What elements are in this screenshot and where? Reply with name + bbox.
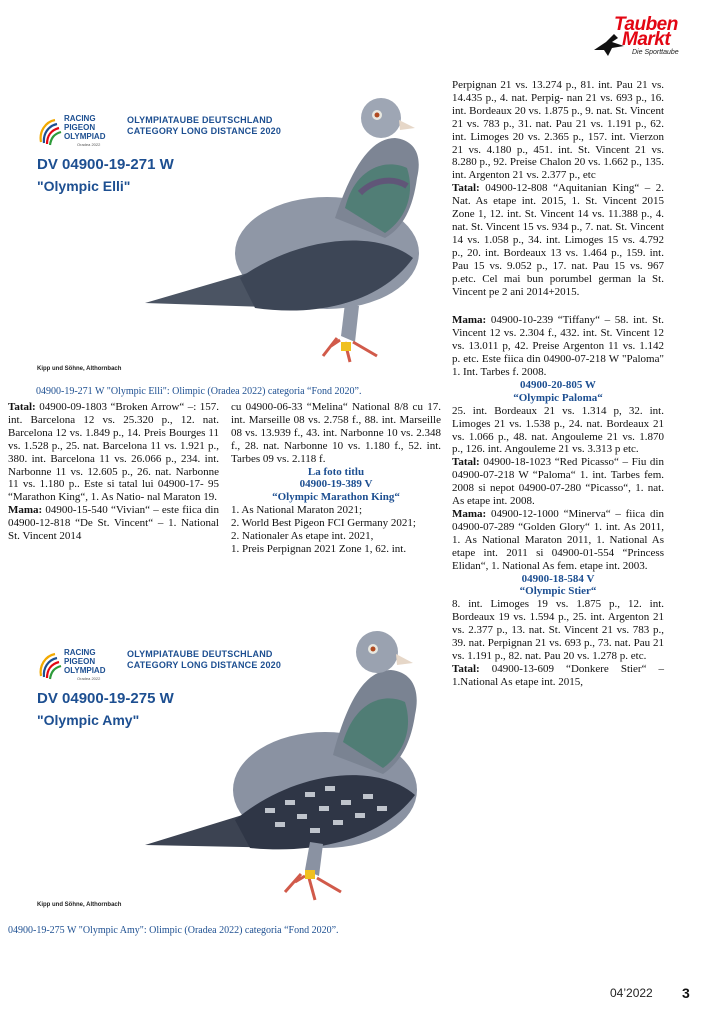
issue-date: 04’2022 [610, 986, 653, 1000]
heading-ring: 04900-19-389 V [299, 478, 373, 491]
paragraph-sire [452, 182, 664, 298]
text-tatal: 04900-13-609 “Donkere Stier“ – 1.National As etape int. 2015, [452, 662, 664, 688]
olympiad-logo [37, 112, 117, 154]
olympiad-emblem-icon [37, 116, 63, 146]
heading-name: “Olympic Paloma“ [513, 391, 603, 404]
olympiad-sub: Oradea 2022 [77, 142, 101, 147]
text-mama: 04900-15-540 “Vivian“ – este fiica din 04900-12-818 “De St. Vincent“ – 1. National St. Vincent 2014 [8, 504, 219, 543]
text-tatal: 04900-18-1023 “Red Picasso“ – Fiu din 04900-07-218 W “Paloma“ 1. int. Tarbes fem. 2008 si nepot 04900-07-280 “Picasso“, 1. nat. As etape int. 2008. [452, 456, 664, 508]
heading-ring: 04900-20-805 W [520, 378, 596, 391]
paragraph-dam [452, 314, 664, 379]
ring-number: DV 04900-19-271 W [37, 156, 174, 173]
taubenmarkt-logo [592, 14, 688, 60]
label-mama: Mama: [452, 508, 487, 520]
label-mama: Mama: [8, 504, 43, 517]
photo-title-line1: OLYMPIATAUBE DEUTSCHLAND [127, 115, 273, 125]
olympiad-line3: OLYMPIAD [64, 666, 106, 675]
brand-tagline: Die Sporttaube [632, 49, 679, 56]
pigeon-name: "Olympic Elli" [37, 178, 131, 194]
text-column-middle [231, 401, 441, 556]
heading-ring: 04900-18-584 V [521, 572, 595, 585]
list-item: 2. Nationaler As etape int. 2021, [231, 530, 374, 543]
pigeon-image-elli [145, 98, 435, 380]
paragraph-paloma: 25. int. Bordeaux 21 vs. 1.314 p, 32. int. Limoges 21 vs. 1.538 p., 24. nat. Bordeaux 21 vs. 1.066 p., 48. nat. Angouleme 21 vs. 1.870 p., 126. int. Angouleme 21 vs. 3.313 p etc. [452, 404, 664, 456]
olympiad-emblem-icon [37, 650, 63, 680]
olympiad-line2: PIGEON [64, 123, 96, 132]
heading-name: “Olympic Stier“ [519, 585, 597, 598]
photo-caption-amy: 04900-19-275 W "Olympic Amy": Olimpic (Oradea 2022) categoria “Fond 2020”. [8, 925, 339, 936]
brand-line2: Markt [622, 29, 671, 50]
label-tatal: Tatal: [452, 662, 480, 675]
text-tatal: 04900-12-808 “Aquitanian King“ – 2. Nat. As etape int. 2015, 1. St. Vincent 2015 Zone 1, 12. int. St. Vincent 14 vs. 11.388 p., 4. nat. St. Vincent 15 vs. 934 p., 7. nat. St. Vincent 14 vs. 1.058 p., 34. int. Limoges 15 vs. 4.792 p., 20. int. Bordeaux 13 vs. 1.464 p., 159. int. Pau 15 vs. 9.052 p., 17. nat. Pau 15 vs. 967 p.etc. Cel mai bun porumbel german la St. Vincent pe 2 ani 2014+2015. [452, 182, 664, 298]
text-column-right [452, 79, 664, 689]
photo-title-line2: CATEGORY LONG DISTANCE 2020 [127, 660, 282, 670]
photo-caption-elli: 04900-19-271 W "Olympic Elli": Olimpic (Oradea 2022) categoria “Fond 2020”. [36, 386, 362, 397]
list-item: 2. World Best Pigeon FCI Germany 2021; [231, 517, 416, 530]
text-tatal: 04900-09-1803 “Broken Arrow“ –: 157. int. Barcelona 12 vs. 25.320 p., 12. nat. Barcelona 12 vs. 1.849 p., 14. Preis Bourges 11 vs. 1.528 p., 25. nat. Barcelona 11 vs. 1.921 p., 380. int. Barcelona 11 vs. 26.066 p., 234. int. Narbonne 11 vs. 12.605 p., 26. nat. Narbonne 11 vs. 1.180 p.. Este si tatal lui 04900-17- 95 “Marathon King“, 1. As Natio- nal Maraton 19. [8, 401, 219, 504]
text-mama: 04900-12-1000 “Minerva“ – fiica din 04900-07-289 “Golden Glory“ 1. int. As 2011, 1. As National Maraton 2011, 1. National As etape int. 2011 si 04900-01-554 “Princess Elidan“, 1. National As fem. etape int. 2003. [452, 508, 664, 572]
breeder-credit: Kipp und Söhne, Althornbach [37, 366, 122, 372]
paragraph-sire [8, 401, 219, 504]
list-item: 1. Preis Perpignan 2021 Zone 1, 62. int. [231, 542, 407, 555]
heading-photo-title: La foto titlu [307, 465, 365, 478]
heading-name: “Olympic Marathon King“ [272, 491, 400, 504]
list-item: 1. As National Maraton 2021; [231, 504, 363, 517]
olympiad-line2: PIGEON [64, 657, 96, 666]
paragraph-stier: 8. int. Limoges 19 vs. 1.875 p., 12. int. Bordeaux 19 vs. 1.594 p., 25. int. Argenton 21 vs. 2.377 p., 13. nat. St. Vincent 21 vs. 783 p., 39. nat. Perpignan 21 vs. 693 p., 73. nat. Pau 21 vs. 1.191 p., 82. nat. Pau 20 vs. 1.278 p. etc. [452, 598, 664, 662]
olympiad-sub: Oradea 2022 [77, 676, 101, 681]
olympiad-logo [37, 646, 117, 688]
photo-title-line2: CATEGORY LONG DISTANCE 2020 [127, 126, 282, 136]
paragraph-melina: cu 04900-06-33 “Melina“ National 8/8 cu 17. int. Marseille 08 vs. 2.758 f., 88. int. Marseille 08 vs. 13.939 f., 43. int. Narbonne 10 vs. 2.348 f., 28. nat. Narbonne 10 vs. 1.180 f., 52. int. Tarbes 09 vs. 2.118 f. [231, 401, 441, 465]
olympiad-line1: RACING [64, 114, 96, 123]
label-mama: Mama: [452, 314, 487, 327]
olympiad-line1: RACING [64, 648, 96, 657]
pigeon-name: "Olympic Amy" [37, 712, 140, 728]
photo-title-line1: OLYMPIATAUBE DEUTSCHLAND [127, 649, 273, 659]
pigeon-photo-amy [30, 630, 434, 915]
brand-line1: Tauben [614, 14, 678, 35]
label-tatal: Tatal: [452, 456, 480, 469]
page-number: 3 [682, 985, 690, 1001]
text-column-left [8, 401, 219, 543]
label-tatal: Tatal: [8, 401, 36, 413]
paragraph-results: Perpignan 21 vs. 13.274 p., 81. int. Pau 21 vs. 14.435 p., 4. nat. Perpig- nan 21 vs. 693 p., 16. int. Bordeaux 20 vs. 1.875 p., 9. nat. St. Vincent 21 vs. 783 p., 31. nat. Pau 21 vs. 1.191 p., 62. int. Limoges 20 vs. 2.365 p., 157. int. Vierzon 21 vs. 4.180 p., 451. int. St. Vincent 21 vs. 8.280 p., 92. Preise Chalon 20 vs. 1.662 p., 135. int. Argenton 21 vs. 2.377 p., etc [452, 79, 664, 182]
paragraph-dam [8, 504, 219, 543]
pigeon-photo-elli [30, 98, 434, 380]
text-mama: 04900-10-239 “Tiffany“ – 58. int. St. Vincent 12 vs. 2.304 f., 432. int. St. Vincent 12 vs. 13.011 p, 42. Preise Argenton 11 vs. 1.142 p. etc. Este fiica din 04900-07-218 W "Paloma" 1. Int. Tarbes f. 2008. [452, 314, 664, 379]
paragraph-dam [452, 508, 664, 573]
pigeon-image-amy [145, 630, 435, 915]
olympiad-line3: OLYMPIAD [64, 132, 106, 141]
ring-number: DV 04900-19-275 W [37, 690, 174, 707]
breeder-credit: Kipp und Söhne, Althornbach [37, 902, 122, 908]
paragraph-sire [452, 663, 664, 689]
label-tatal: Tatal: [452, 182, 480, 195]
paragraph-sire [452, 456, 664, 508]
